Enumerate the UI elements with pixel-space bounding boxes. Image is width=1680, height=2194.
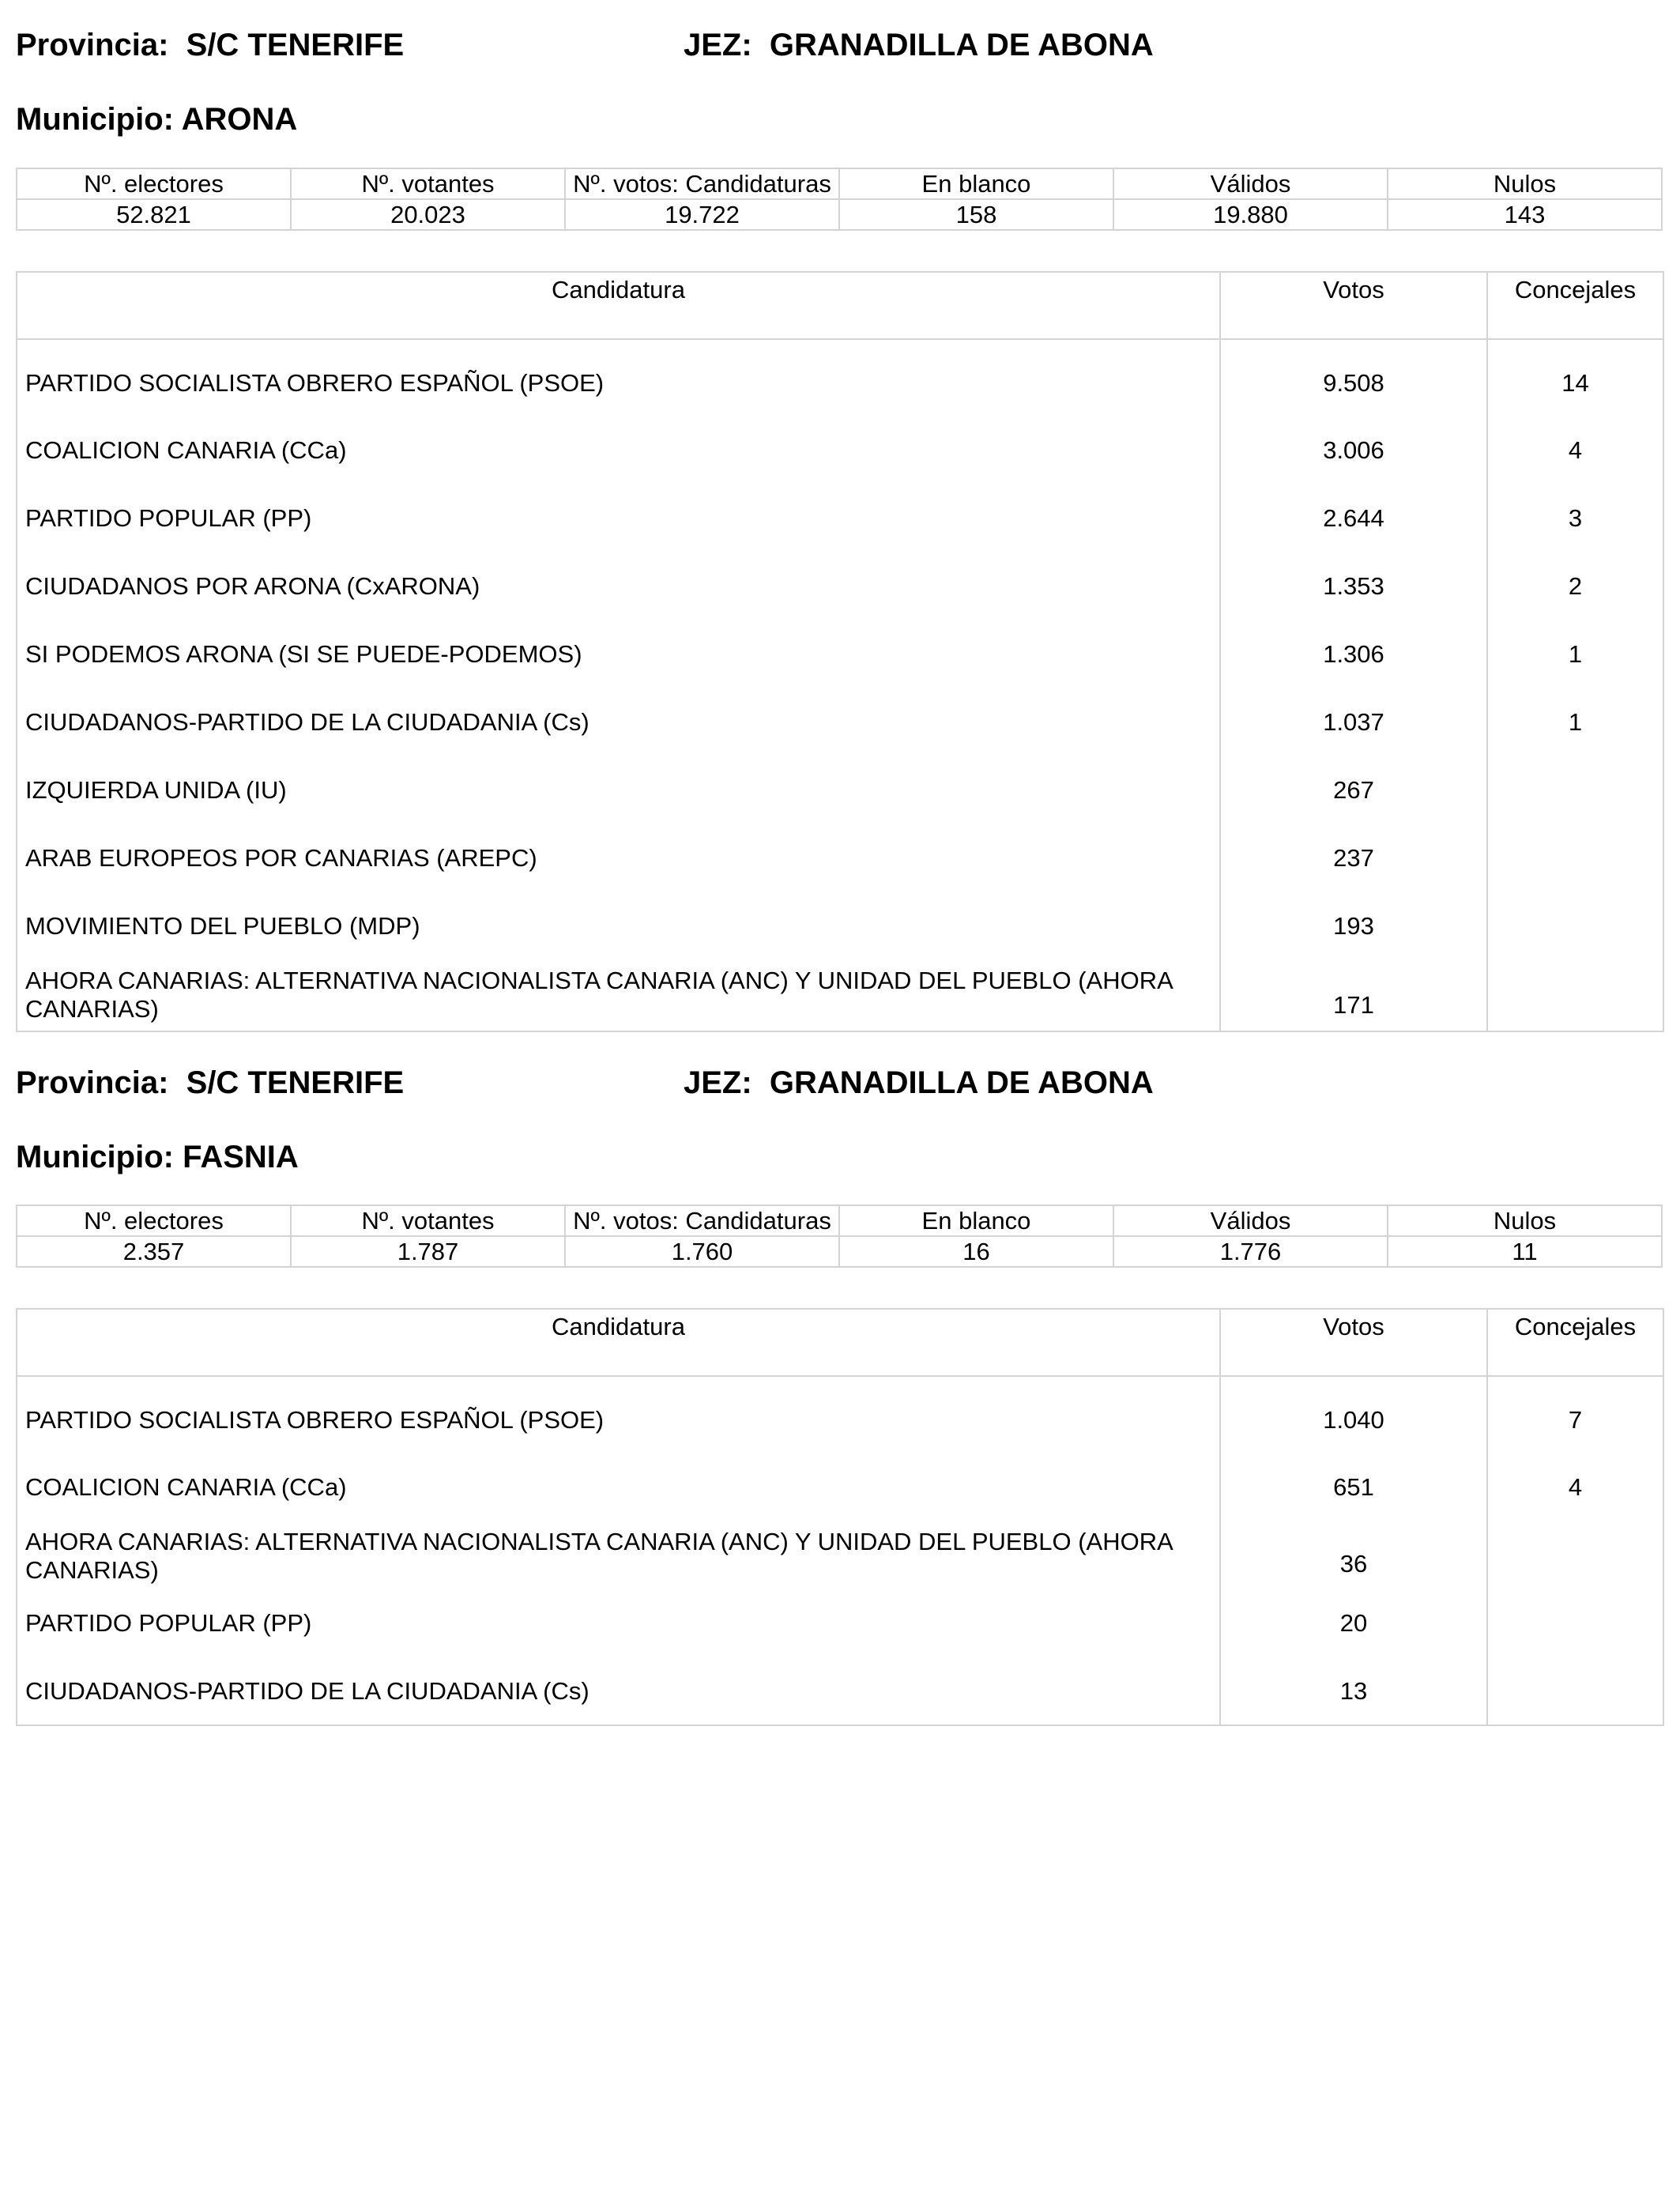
summary-value-cell: 11: [1388, 1236, 1662, 1267]
votos-header: Votos: [1220, 1309, 1487, 1376]
summary-value-cell: 19.722: [565, 199, 839, 230]
candidatura-name: COALICION CANARIA (CCa): [17, 1453, 1220, 1521]
summary-value-cell: 52.821: [17, 199, 291, 230]
summary-value-cell: 158: [839, 199, 1113, 230]
votos-value: 1.040: [1220, 1376, 1487, 1453]
table-row: [17, 1376, 1663, 1453]
table-row: [17, 960, 1663, 1031]
summary-header-cell: Nulos: [1388, 1205, 1662, 1236]
concejales-value: 4: [1487, 1453, 1663, 1521]
summary-value-cell: 143: [1388, 199, 1662, 230]
jez-heading: JEZ: GRANADILLA DE ABONA: [684, 1065, 1154, 1100]
table-row: [17, 1453, 1663, 1521]
concejales-value: [1487, 1521, 1663, 1589]
summary-header-cell: En blanco: [839, 1205, 1113, 1236]
results-header-row: [17, 1309, 1663, 1376]
summary-header-cell: Válidos: [1113, 1205, 1388, 1236]
votos-value: 13: [1220, 1657, 1487, 1725]
concejales-header: Concejales: [1487, 272, 1663, 339]
votos-value: 36: [1220, 1521, 1487, 1589]
summary-value-cell: 1.776: [1113, 1236, 1388, 1267]
candidatura-name: AHORA CANARIAS: ALTERNATIVA NACIONALISTA CANARIA (ANC) Y UNIDAD DEL PUEBLO (AHORA CANARIAS): [17, 1521, 1220, 1589]
concejales-value: 7: [1487, 1376, 1663, 1453]
candidatura-header: Candidatura: [17, 1309, 1220, 1376]
votos-value: 193: [1220, 892, 1487, 960]
summary-header-cell: Nº. votos: Candidaturas: [565, 1205, 839, 1236]
candidatura-name: CIUDADANOS POR ARONA (CxARONA): [17, 552, 1220, 620]
votos-value: 267: [1220, 756, 1487, 824]
concejales-value: 2: [1487, 552, 1663, 620]
table-row: [17, 552, 1663, 620]
table-row: [17, 1589, 1663, 1657]
candidatura-name: COALICION CANARIA (CCa): [17, 417, 1220, 484]
summary-value-row: [17, 199, 1662, 230]
concejales-value: [1487, 1657, 1663, 1725]
summary-header-cell: Nº. electores: [17, 1205, 291, 1236]
candidatura-header: Candidatura: [17, 272, 1220, 339]
votos-value: 2.644: [1220, 484, 1487, 552]
table-row: [17, 417, 1663, 484]
concejales-value: [1487, 1589, 1663, 1657]
concejales-header: Concejales: [1487, 1309, 1663, 1376]
candidatura-name: PARTIDO POPULAR (PP): [17, 1589, 1220, 1657]
votos-value: 9.508: [1220, 339, 1487, 417]
summary-header-row: [17, 168, 1662, 199]
concejales-value: [1487, 824, 1663, 892]
jez-heading: JEZ: GRANADILLA DE ABONA: [684, 28, 1154, 62]
summary-header-cell: Nº. votantes: [291, 1205, 565, 1236]
candidatura-name: SI PODEMOS ARONA (SI SE PUEDE-PODEMOS): [17, 620, 1220, 688]
concejales-value: 3: [1487, 484, 1663, 552]
summary-value-cell: 1.760: [565, 1236, 839, 1267]
concejales-value: 1: [1487, 620, 1663, 688]
table-row: [17, 688, 1663, 756]
votos-value: 171: [1220, 960, 1487, 1031]
summary-value-cell: 20.023: [291, 199, 565, 230]
provincia-heading: Provincia: S/C TENERIFE: [16, 1065, 405, 1100]
table-row: [17, 824, 1663, 892]
summary-value-cell: 16: [839, 1236, 1113, 1267]
provincia-heading: Provincia: S/C TENERIFE: [16, 28, 405, 62]
votos-value: 1.037: [1220, 688, 1487, 756]
summary-header-cell: Nº. votantes: [291, 168, 565, 199]
votos-value: 3.006: [1220, 417, 1487, 484]
votos-value: 237: [1220, 824, 1487, 892]
results-table: [16, 271, 1664, 1032]
table-row: [17, 756, 1663, 824]
summary-header-row: [17, 1205, 1662, 1236]
candidatura-name: CIUDADANOS-PARTIDO DE LA CIUDADANIA (Cs): [17, 1657, 1220, 1725]
votos-value: 20: [1220, 1589, 1487, 1657]
results-header-row: [17, 272, 1663, 339]
candidatura-name: MOVIMIENTO DEL PUEBLO (MDP): [17, 892, 1220, 960]
candidatura-name: CIUDADANOS-PARTIDO DE LA CIUDADANIA (Cs): [17, 688, 1220, 756]
candidatura-name: PARTIDO SOCIALISTA OBRERO ESPAÑOL (PSOE): [17, 339, 1220, 417]
table-row: [17, 892, 1663, 960]
votos-value: 1.353: [1220, 552, 1487, 620]
summary-value-cell: 2.357: [17, 1236, 291, 1267]
table-row: [17, 620, 1663, 688]
table-row: [17, 1521, 1663, 1589]
concejales-value: 4: [1487, 417, 1663, 484]
summary-value-row: [17, 1236, 1662, 1267]
candidatura-name: ARAB EUROPEOS POR CANARIAS (AREPC): [17, 824, 1220, 892]
summary-header-cell: Nº. electores: [17, 168, 291, 199]
summary-header-cell: En blanco: [839, 168, 1113, 199]
votos-value: 651: [1220, 1453, 1487, 1521]
concejales-value: 14: [1487, 339, 1663, 417]
summary-table: [16, 1204, 1663, 1268]
table-row: [17, 484, 1663, 552]
municipio-heading: Municipio: ARONA: [16, 102, 298, 137]
results-table: [16, 1308, 1664, 1726]
candidatura-name: PARTIDO SOCIALISTA OBRERO ESPAÑOL (PSOE): [17, 1376, 1220, 1453]
concejales-value: 1: [1487, 688, 1663, 756]
summary-header-cell: Nº. votos: Candidaturas: [565, 168, 839, 199]
summary-header-cell: Nulos: [1388, 168, 1662, 199]
votos-value: 1.306: [1220, 620, 1487, 688]
summary-header-cell: Válidos: [1113, 168, 1388, 199]
concejales-value: [1487, 960, 1663, 1031]
summary-table: [16, 168, 1663, 231]
concejales-value: [1487, 892, 1663, 960]
municipio-heading: Municipio: FASNIA: [16, 1140, 299, 1174]
concejales-value: [1487, 756, 1663, 824]
votos-header: Votos: [1220, 272, 1487, 339]
candidatura-name: IZQUIERDA UNIDA (IU): [17, 756, 1220, 824]
table-row: [17, 1657, 1663, 1725]
summary-value-cell: 19.880: [1113, 199, 1388, 230]
candidatura-name: PARTIDO POPULAR (PP): [17, 484, 1220, 552]
table-row: [17, 339, 1663, 417]
summary-value-cell: 1.787: [291, 1236, 565, 1267]
candidatura-name: AHORA CANARIAS: ALTERNATIVA NACIONALISTA CANARIA (ANC) Y UNIDAD DEL PUEBLO (AHORA CANARIAS): [17, 960, 1220, 1031]
